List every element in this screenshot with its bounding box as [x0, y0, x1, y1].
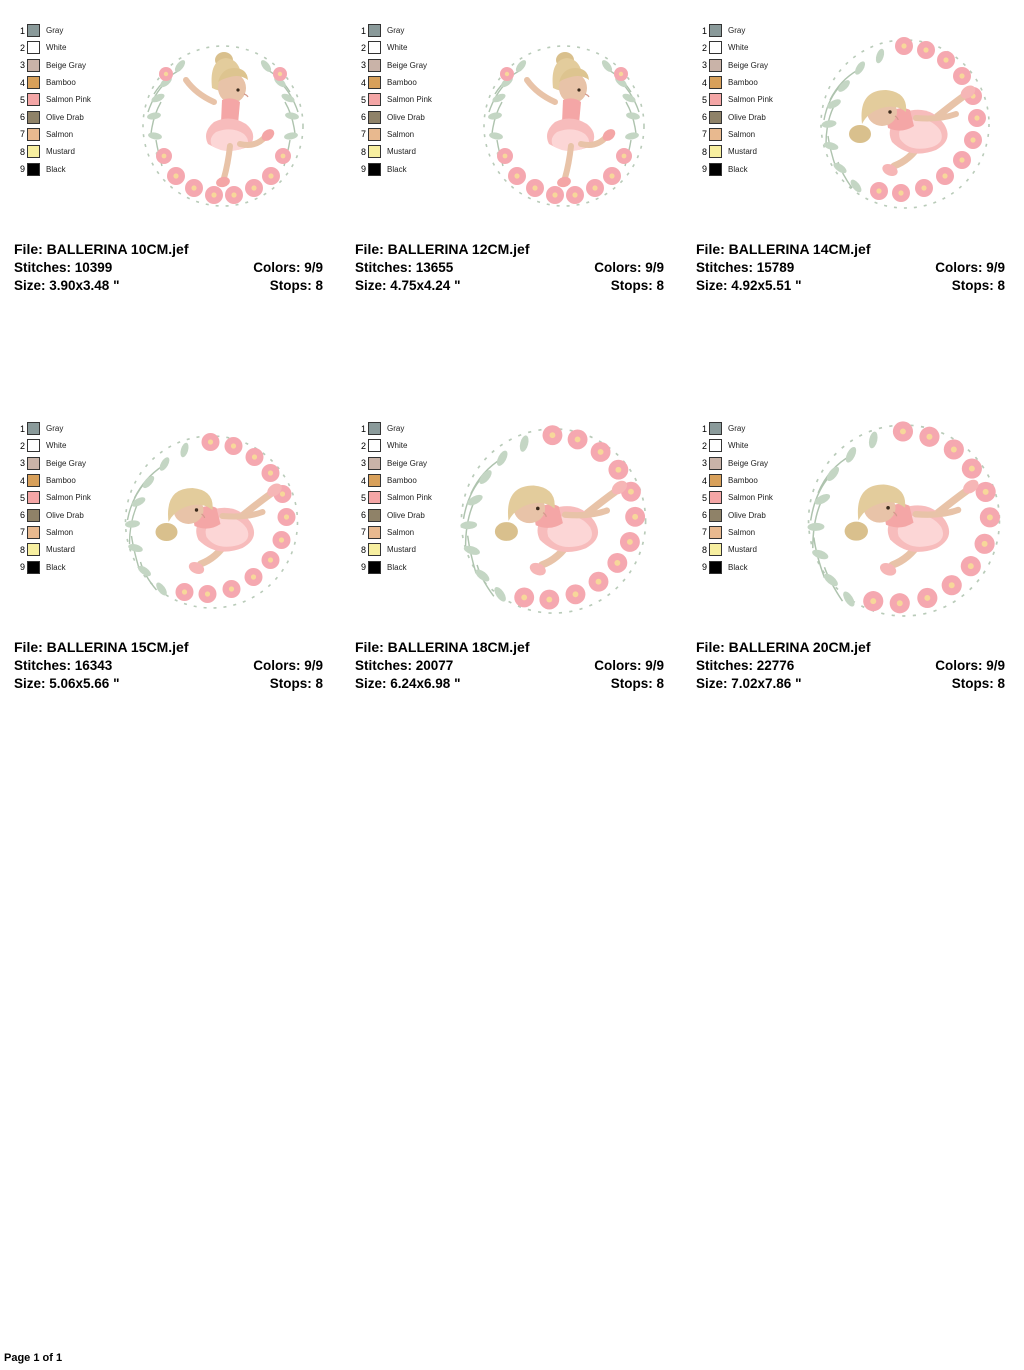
palette-label: Bamboo [387, 78, 417, 88]
palette-number: 1 [701, 25, 707, 36]
palette-row [14, 74, 124, 91]
palette-swatch-bamboo [709, 76, 722, 89]
ballerina-standing-artwork [459, 16, 669, 231]
design-colors: Colors: 9/9 [594, 658, 664, 673]
palette-label: Black [46, 562, 66, 572]
palette-row [696, 39, 806, 56]
palette-number: 6 [701, 510, 707, 521]
palette-label: Black [46, 164, 66, 174]
palette-label: White [46, 441, 67, 451]
palette-row [355, 126, 465, 143]
design-file-name: File: BALLERINA 12CM.jef [355, 241, 530, 257]
palette-number: 3 [19, 458, 25, 469]
design-info [341, 240, 682, 295]
palette-swatch-salmon [368, 526, 381, 539]
palette-number: 5 [19, 94, 25, 105]
palette-swatch-mustard [27, 543, 40, 556]
palette-swatch-salmon [709, 128, 722, 141]
palette-row [14, 91, 124, 108]
palette-row [355, 74, 465, 91]
design-cell[interactable] [682, 398, 1023, 693]
palette-number: 8 [360, 146, 366, 157]
palette-swatch-mustard [368, 145, 381, 158]
palette-number: 3 [701, 60, 707, 71]
palette-swatch-black [368, 163, 381, 176]
design-preview [682, 0, 1023, 240]
design-preview [341, 0, 682, 240]
palette-swatch-salmon-pink [27, 491, 40, 504]
palette-swatch-beige-gray [709, 457, 722, 470]
palette-number: 2 [701, 440, 707, 451]
palette-swatch-mustard [27, 145, 40, 158]
palette-label: Gray [387, 424, 405, 434]
palette-swatch-black [709, 561, 722, 574]
color-palette-legend [14, 22, 124, 178]
palette-number: 1 [19, 25, 25, 36]
palette-swatch-white [27, 41, 40, 54]
palette-number: 2 [701, 42, 707, 53]
palette-number: 3 [360, 60, 366, 71]
palette-number: 7 [19, 129, 25, 140]
palette-number: 8 [19, 544, 25, 555]
palette-number: 4 [701, 77, 707, 88]
design-cell[interactable] [0, 398, 341, 693]
palette-number: 8 [701, 544, 707, 555]
page-footer: Page 1 of 1 [4, 1352, 63, 1364]
palette-label: Salmon Pink [46, 493, 91, 503]
palette-number: 5 [701, 492, 707, 503]
design-row [0, 0, 1024, 295]
palette-label: Salmon [387, 527, 415, 537]
palette-number: 2 [360, 42, 366, 53]
palette-number: 9 [19, 164, 25, 175]
palette-label: Black [387, 562, 407, 572]
palette-label: White [728, 43, 749, 53]
palette-swatch-bamboo [27, 76, 40, 89]
palette-number: 5 [19, 492, 25, 503]
design-cell[interactable] [341, 0, 682, 295]
palette-swatch-bamboo [27, 474, 40, 487]
palette-number: 6 [701, 112, 707, 123]
palette-number: 4 [360, 77, 366, 88]
palette-swatch-bamboo [368, 76, 381, 89]
design-info [0, 240, 341, 295]
palette-number: 9 [19, 562, 25, 573]
palette-swatch-gray [27, 24, 40, 37]
design-size: Size: 7.02x7.86 " [696, 676, 802, 691]
palette-number: 5 [701, 94, 707, 105]
palette-row [14, 160, 124, 177]
palette-number: 8 [360, 544, 366, 555]
palette-label: Beige Gray [46, 60, 87, 70]
palette-swatch-bamboo [368, 474, 381, 487]
palette-number: 6 [19, 112, 25, 123]
palette-label: White [387, 43, 408, 53]
palette-swatch-white [368, 41, 381, 54]
palette-number: 1 [701, 423, 707, 434]
palette-number: 4 [19, 475, 25, 486]
palette-label: Mustard [387, 545, 416, 555]
design-stitches: Stitches: 16343 [14, 658, 113, 673]
palette-number: 1 [360, 25, 366, 36]
palette-label: Bamboo [728, 78, 758, 88]
design-size: Size: 6.24x6.98 " [355, 676, 461, 691]
palette-number: 7 [360, 527, 366, 538]
palette-swatch-salmon [27, 526, 40, 539]
palette-swatch-black [709, 163, 722, 176]
palette-swatch-gray [709, 24, 722, 37]
design-preview [0, 398, 341, 638]
palette-label: Mustard [728, 545, 757, 555]
palette-label: Beige Gray [387, 60, 428, 70]
palette-label: Olive Drab [387, 112, 425, 122]
palette-number: 9 [701, 562, 707, 573]
palette-label: Beige Gray [728, 60, 769, 70]
palette-swatch-beige-gray [27, 457, 40, 470]
palette-label: Olive Drab [387, 510, 425, 520]
palette-label: Gray [387, 26, 405, 36]
palette-number: 7 [701, 129, 707, 140]
design-stops: Stops: 8 [610, 676, 664, 691]
palette-number: 4 [360, 475, 366, 486]
palette-number: 9 [701, 164, 707, 175]
palette-number: 9 [360, 562, 366, 573]
palette-number: 1 [360, 423, 366, 434]
palette-row [14, 126, 124, 143]
palette-number: 1 [19, 423, 25, 434]
palette-row [14, 108, 124, 125]
palette-label: White [728, 441, 749, 451]
palette-swatch-gray [27, 422, 40, 435]
design-size: Size: 5.06x5.66 " [14, 676, 120, 691]
design-stitches: Stitches: 15789 [696, 260, 795, 275]
palette-label: Salmon Pink [46, 95, 91, 105]
palette-swatch-mustard [709, 145, 722, 158]
design-file-name: File: BALLERINA 18CM.jef [355, 639, 530, 655]
palette-swatch-beige-gray [368, 457, 381, 470]
palette-swatch-black [27, 163, 40, 176]
palette-label: White [387, 441, 408, 451]
design-colors: Colors: 9/9 [935, 658, 1005, 673]
design-info [682, 638, 1023, 693]
palette-swatch-white [709, 41, 722, 54]
palette-label: Olive Drab [728, 112, 766, 122]
palette-label: Olive Drab [728, 510, 766, 520]
palette-row [696, 74, 806, 91]
palette-label: Mustard [46, 147, 75, 157]
design-size: Size: 3.90x3.48 " [14, 278, 120, 293]
palette-row [355, 22, 465, 39]
palette-swatch-olive-drab [709, 111, 722, 124]
design-row [0, 398, 1024, 693]
design-file-name: File: BALLERINA 20CM.jef [696, 639, 871, 655]
palette-label: Mustard [46, 545, 75, 555]
palette-row [355, 57, 465, 74]
palette-number: 4 [701, 475, 707, 486]
palette-row [696, 143, 806, 160]
palette-label: Black [728, 164, 748, 174]
palette-row [696, 91, 806, 108]
palette-swatch-gray [709, 422, 722, 435]
design-size: Size: 4.75x4.24 " [355, 278, 461, 293]
palette-number: 6 [19, 510, 25, 521]
ballerina-reclining-artwork [104, 414, 314, 629]
palette-swatch-gray [368, 24, 381, 37]
palette-label: Beige Gray [728, 458, 769, 468]
palette-swatch-salmon [27, 128, 40, 141]
palette-swatch-salmon-pink [709, 93, 722, 106]
ballerina-reclining-artwork [790, 406, 1000, 621]
design-info [0, 638, 341, 693]
palette-label: Bamboo [46, 78, 76, 88]
palette-number: 9 [360, 164, 366, 175]
palette-label: Bamboo [46, 476, 76, 486]
palette-number: 7 [360, 129, 366, 140]
palette-number: 6 [360, 112, 366, 123]
palette-swatch-beige-gray [368, 59, 381, 72]
design-info [341, 638, 682, 693]
palette-swatch-olive-drab [27, 509, 40, 522]
palette-number: 5 [360, 492, 366, 503]
design-stops: Stops: 8 [269, 676, 323, 691]
palette-label: Salmon Pink [728, 95, 773, 105]
design-cell[interactable] [0, 0, 341, 295]
palette-label: Salmon [46, 527, 74, 537]
design-preview [341, 398, 682, 638]
design-file-name: File: BALLERINA 15CM.jef [14, 639, 189, 655]
design-stops: Stops: 8 [951, 676, 1005, 691]
palette-label: Black [728, 562, 748, 572]
palette-label: Beige Gray [387, 458, 428, 468]
palette-label: Salmon Pink [387, 493, 432, 503]
palette-swatch-white [27, 439, 40, 452]
palette-row [14, 57, 124, 74]
palette-label: Olive Drab [46, 112, 84, 122]
palette-swatch-gray [368, 422, 381, 435]
palette-swatch-salmon-pink [368, 93, 381, 106]
design-file-name: File: BALLERINA 14CM.jef [696, 241, 871, 257]
palette-row [355, 91, 465, 108]
palette-swatch-white [368, 439, 381, 452]
palette-number: 2 [19, 42, 25, 53]
palette-number: 3 [701, 458, 707, 469]
ballerina-standing-artwork [118, 16, 328, 231]
design-colors: Colors: 9/9 [253, 658, 323, 673]
palette-row [355, 108, 465, 125]
palette-label: Bamboo [728, 476, 758, 486]
palette-swatch-mustard [368, 543, 381, 556]
design-stitches: Stitches: 13655 [355, 260, 454, 275]
design-preview [682, 398, 1023, 638]
palette-swatch-olive-drab [368, 111, 381, 124]
palette-row [355, 160, 465, 177]
palette-row [355, 143, 465, 160]
ballerina-reclining-artwork [800, 16, 1010, 231]
palette-label: Gray [46, 424, 64, 434]
palette-number: 6 [360, 510, 366, 521]
design-info [682, 240, 1023, 295]
palette-row [14, 39, 124, 56]
palette-row [696, 108, 806, 125]
palette-number: 2 [360, 440, 366, 451]
palette-label: Beige Gray [46, 458, 87, 468]
palette-swatch-beige-gray [27, 59, 40, 72]
palette-swatch-beige-gray [709, 59, 722, 72]
design-stitches: Stitches: 10399 [14, 260, 113, 275]
palette-label: Salmon [387, 129, 415, 139]
palette-number: 2 [19, 440, 25, 451]
palette-swatch-olive-drab [27, 111, 40, 124]
design-colors: Colors: 9/9 [935, 260, 1005, 275]
palette-label: Salmon Pink [728, 493, 773, 503]
palette-swatch-black [368, 561, 381, 574]
palette-row [14, 22, 124, 39]
palette-number: 4 [19, 77, 25, 88]
palette-number: 8 [701, 146, 707, 157]
palette-label: Mustard [387, 147, 416, 157]
design-stitches: Stitches: 20077 [355, 658, 454, 673]
palette-row [696, 57, 806, 74]
design-cell[interactable] [682, 0, 1023, 295]
palette-row [355, 39, 465, 56]
color-palette-legend [696, 22, 806, 178]
color-palette-legend [355, 22, 465, 178]
palette-label: Mustard [728, 147, 757, 157]
palette-number: 3 [19, 60, 25, 71]
palette-number: 7 [19, 527, 25, 538]
design-stops: Stops: 8 [269, 278, 323, 293]
palette-label: Salmon Pink [387, 95, 432, 105]
palette-label: Gray [46, 26, 64, 36]
palette-swatch-white [709, 439, 722, 452]
design-preview [0, 0, 341, 240]
palette-swatch-bamboo [709, 474, 722, 487]
palette-swatch-salmon [709, 526, 722, 539]
design-size: Size: 4.92x5.51 " [696, 278, 802, 293]
palette-row [696, 22, 806, 39]
design-stitches: Stitches: 22776 [696, 658, 795, 673]
palette-number: 7 [701, 527, 707, 538]
ballerina-reclining-artwork [441, 408, 651, 623]
palette-label: Salmon [728, 527, 756, 537]
palette-row [696, 160, 806, 177]
design-cell[interactable] [341, 398, 682, 693]
palette-number: 3 [360, 458, 366, 469]
palette-number: 5 [360, 94, 366, 105]
palette-swatch-salmon-pink [27, 93, 40, 106]
palette-swatch-mustard [709, 543, 722, 556]
palette-label: Gray [728, 424, 746, 434]
palette-row [14, 143, 124, 160]
design-stops: Stops: 8 [610, 278, 664, 293]
palette-label: Salmon [46, 129, 74, 139]
palette-swatch-salmon-pink [368, 491, 381, 504]
palette-label: Olive Drab [46, 510, 84, 520]
palette-label: Salmon [728, 129, 756, 139]
palette-label: Black [387, 164, 407, 174]
palette-label: White [46, 43, 67, 53]
design-colors: Colors: 9/9 [253, 260, 323, 275]
palette-number: 8 [19, 146, 25, 157]
palette-label: Gray [728, 26, 746, 36]
palette-swatch-salmon-pink [709, 491, 722, 504]
design-colors: Colors: 9/9 [594, 260, 664, 275]
palette-label: Bamboo [387, 476, 417, 486]
palette-swatch-olive-drab [368, 509, 381, 522]
palette-swatch-black [27, 561, 40, 574]
design-file-name: File: BALLERINA 10CM.jef [14, 241, 189, 257]
palette-row [696, 126, 806, 143]
palette-swatch-olive-drab [709, 509, 722, 522]
palette-swatch-salmon [368, 128, 381, 141]
design-stops: Stops: 8 [951, 278, 1005, 293]
